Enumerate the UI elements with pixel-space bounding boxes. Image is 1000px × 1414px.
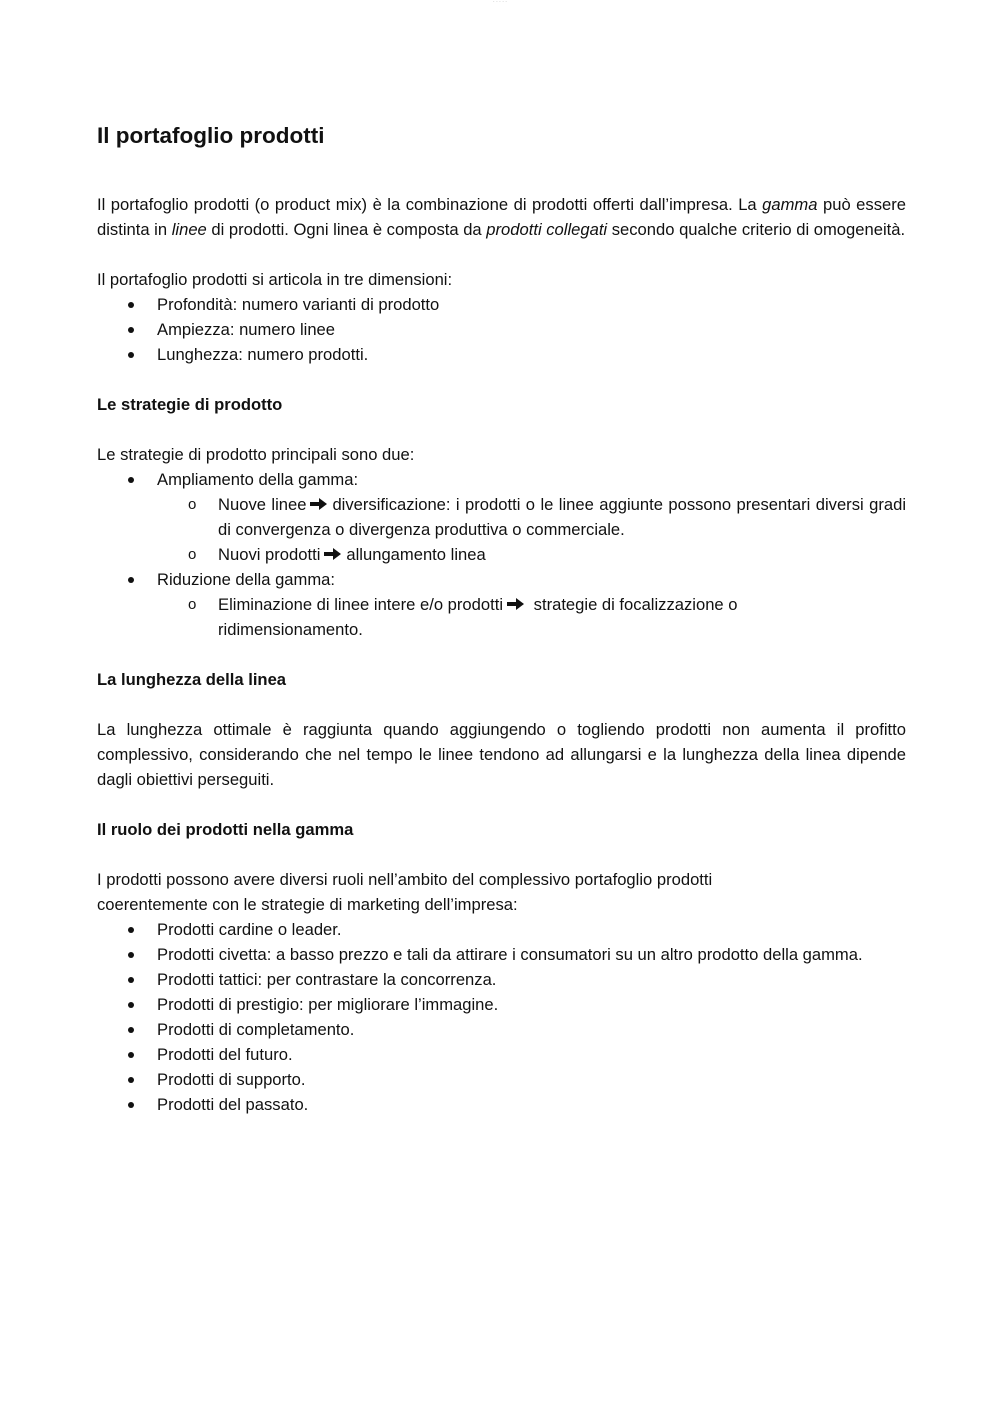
bullet-dot-icon (128, 1002, 134, 1008)
sub-list-item (97, 492, 906, 542)
bullet-dot-icon (128, 477, 134, 483)
intro-text-1: Il portafoglio prodotti (o product mix) è la combinazione di prodotti offerti dall’impresa. La (97, 195, 763, 214)
intro-paragraph (97, 192, 906, 242)
dimensions-list (97, 292, 906, 367)
list-item-text: Lunghezza: numero prodotti. (157, 345, 369, 364)
strategies-list (97, 467, 906, 492)
list-item-text: Prodotti del passato. (157, 1095, 309, 1114)
list-item-text: Prodotti di supporto. (157, 1070, 306, 1089)
bullet-dot-icon (128, 577, 134, 583)
bullet-dot-icon (128, 977, 134, 983)
list-item-text: Prodotti civetta: a basso prezzo e tali da attirare i consumatori su un altro prodotto della gamma. (157, 945, 863, 964)
bullet-dot-icon (128, 327, 134, 333)
sub-item-before: Nuovi prodotti (218, 545, 321, 564)
bullet-dot-icon (128, 1052, 134, 1058)
sub-item-before: Eliminazione di linee intere e/o prodotti (218, 595, 504, 614)
section-heading-line-length: La lunghezza della linea (97, 670, 287, 689)
spacer (97, 792, 906, 817)
roles-lead: I prodotti possono avere diversi ruoli nell’ambito del complessivo portafoglio prodotti coerentemente con le strategie di marketing dell’impresa: (97, 870, 713, 914)
intro-text-3: di prodotti. Ogni linea è composta da (206, 220, 487, 239)
strategies-sublist-ampliamento (97, 492, 906, 567)
list-item-text: Profondità: numero varianti di prodotto (157, 295, 440, 314)
list-item (97, 342, 906, 367)
list-item-text: Ampliamento della gamma: (157, 470, 359, 489)
list-item (97, 1067, 906, 1092)
right-arrow-icon (323, 547, 343, 561)
bullet-dot-icon (128, 952, 134, 958)
list-item (97, 317, 906, 342)
strategies-lead: Le strategie di prodotto principali sono due: (97, 445, 415, 464)
sub-item-after: strategie di focalizzazione o ridimensionamento. (218, 595, 738, 639)
bullet-dot-icon (128, 1027, 134, 1033)
list-item (97, 567, 906, 592)
list-item (97, 1092, 906, 1117)
spacer (97, 417, 906, 442)
bullet-dot-icon (128, 1102, 134, 1108)
hollow-circle-icon: o (188, 496, 197, 513)
intro-em-prodotti-collegati: prodotti collegati (486, 220, 608, 239)
section-heading-roles: Il ruolo dei prodotti nella gamma (97, 820, 354, 839)
hollow-circle-icon: o (188, 596, 197, 613)
list-item-text: Ampiezza: numero linee (157, 320, 336, 339)
right-arrow-icon (506, 597, 526, 611)
section-heading-strategies: Le strategie di prodotto (97, 395, 283, 414)
dimensions-lead: Il portafoglio prodotti si articola in tre dimensioni: (97, 270, 453, 289)
strategies-list-2 (97, 567, 906, 592)
sub-item-before: Nuove linee (218, 495, 307, 514)
list-item-text: Prodotti di prestigio: per migliorare l’immagine. (157, 995, 499, 1014)
list-item (97, 992, 906, 1017)
bullet-dot-icon (128, 352, 134, 358)
list-item (97, 292, 906, 317)
spacer (97, 367, 906, 392)
bullet-dot-icon (128, 302, 134, 308)
strategies-sublist-riduzione (97, 592, 906, 642)
roles-list (97, 917, 906, 1117)
header-mark: · · · · · (493, 0, 507, 5)
list-item (97, 942, 906, 967)
spacer (97, 242, 906, 267)
intro-em-linee: linee (171, 220, 207, 239)
bullet-dot-icon (128, 927, 134, 933)
list-item-text: Prodotti del futuro. (157, 1045, 293, 1064)
intro-text-4: secondo qualche criterio di omogeneità. (607, 220, 906, 239)
list-item (97, 1017, 906, 1042)
sub-item-after: diversificazione: i prodotti o le linee aggiunte possono presentari diversi gradi di convergenza o divergenza produttiva o commerciale. (218, 495, 906, 539)
list-item-text: Prodotti tattici: per contrastare la concorrenza. (157, 970, 497, 989)
sub-item-after: allungamento linea (346, 545, 486, 564)
intro-em-gamma: gamma (762, 195, 818, 214)
list-item (97, 917, 906, 942)
intro-text-2: può essere distinta in (97, 195, 906, 239)
hollow-circle-icon: o (188, 546, 197, 563)
sub-list-item (97, 542, 906, 567)
list-item-text: Prodotti cardine o leader. (157, 920, 342, 939)
spacer (97, 692, 906, 717)
line-length-paragraph: La lunghezza ottimale è raggiunta quando aggiungendo o togliendo prodotti non aumenta il profitto complessivo, considerando che nel tempo le linee tendono ad allungarsi e la lunghezza della linea dipende dagli obiettivi perseguiti. (97, 720, 906, 789)
list-item (97, 967, 906, 992)
sub-list-item (97, 592, 906, 642)
list-item (97, 467, 906, 492)
spacer (97, 842, 906, 867)
right-arrow-icon (309, 497, 329, 511)
document-content (97, 118, 906, 1117)
list-item (97, 1042, 906, 1067)
spacer (97, 642, 906, 667)
list-item-text: Riduzione della gamma: (157, 570, 336, 589)
bullet-dot-icon (128, 1077, 134, 1083)
list-item-text: Prodotti di completamento. (157, 1020, 355, 1039)
page-title: Il portafoglio prodotti (97, 123, 325, 148)
